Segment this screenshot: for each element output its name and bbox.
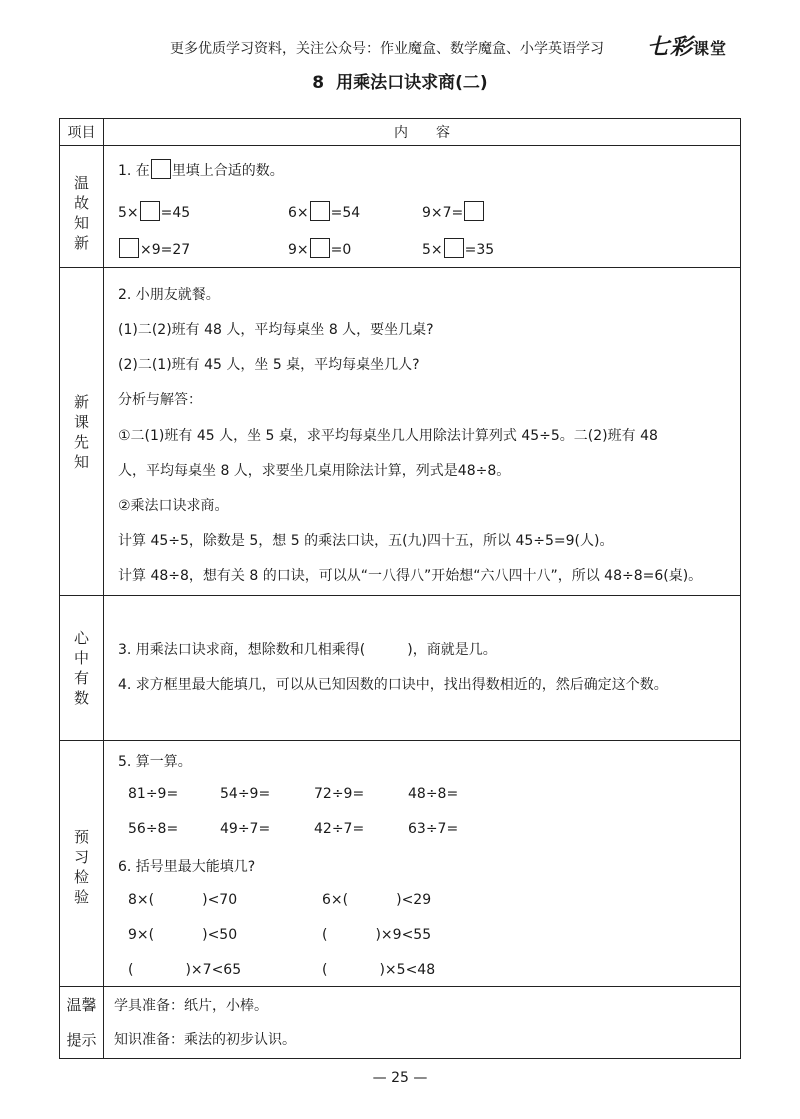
calc-item: 63÷7= bbox=[408, 821, 459, 837]
logo-main: 七彩 bbox=[647, 34, 694, 60]
title-text: 用乘法口诀求商(二) bbox=[336, 73, 488, 93]
question-5: 5. 算一算。 bbox=[118, 754, 192, 770]
answer-box[interactable] bbox=[310, 238, 330, 258]
analysis-line: 计算 48÷8，想有关 8 的口诀，可以从“一八得八”开始想“六八四十八”，所以 48÷8=6(桌)。 bbox=[118, 568, 703, 584]
question-6: 6. 括号里最大能填几? bbox=[118, 859, 256, 875]
eq-1: 5× =45 bbox=[118, 203, 190, 223]
calc-item: 56÷8= bbox=[128, 821, 179, 837]
eq-5: 9× =0 bbox=[288, 240, 351, 260]
question-1: 1. 在 里填上合适的数。 bbox=[118, 160, 284, 181]
calc-item: 81÷9= bbox=[128, 786, 179, 802]
paren-item: 8×( )<70 bbox=[128, 892, 238, 908]
tips-line-1: 学具准备：纸片，小棒。 bbox=[104, 987, 741, 1023]
answer-box[interactable] bbox=[444, 238, 464, 258]
eq-6: 5× =35 bbox=[422, 240, 494, 260]
paren-item: 9×( )<50 bbox=[128, 927, 238, 943]
tips-line-2: 知识准备：乘法的初步认识。 bbox=[104, 1023, 741, 1059]
question-3: 3. 用乘法口诀求商，想除数和几相乘得( )，商就是几。 bbox=[118, 642, 497, 658]
question-2-part-1: (1)二(2)班有 48 人，平均每桌坐 8 人，要坐几桌? bbox=[118, 322, 434, 338]
analysis-line: ②乘法口诀求商。 bbox=[118, 498, 229, 514]
paren-item: ( )×7<65 bbox=[128, 962, 242, 978]
answer-box[interactable] bbox=[140, 201, 160, 221]
calc-item: 54÷9= bbox=[220, 786, 271, 802]
calc-item: 48÷8= bbox=[408, 786, 459, 802]
paren-item: ( )×5<48 bbox=[322, 962, 436, 978]
section-label-check: 预 习 检 验 bbox=[60, 741, 104, 987]
title-number: 8 bbox=[312, 73, 325, 93]
eq-4: ×9=27 bbox=[118, 240, 190, 260]
section-label-preview: 新 课 先 知 bbox=[60, 268, 104, 596]
header-col2: 内 容 bbox=[104, 119, 741, 146]
question-2-part-2: (2)二(1)班有 45 人，坐 5 桌，平均每桌坐几人? bbox=[118, 357, 420, 373]
eq-3: 9×7= bbox=[422, 203, 485, 223]
analysis-line: 人，平均每桌坐 8 人，求要坐几桌用除法计算，列式是48÷8。 bbox=[118, 463, 511, 479]
tips-label-1: 温馨 bbox=[60, 987, 104, 1023]
tips-label-2: 提示 bbox=[60, 1023, 104, 1059]
calc-item: 42÷7= bbox=[314, 821, 365, 837]
answer-box[interactable] bbox=[151, 159, 171, 179]
question-2: 2. 小朋友就餐。 bbox=[118, 287, 220, 303]
section-preview bbox=[104, 268, 741, 596]
page-number: — 25 — bbox=[372, 1070, 428, 1086]
analysis-line: 计算 45÷5，除数是 5，想 5 的乘法口诀，五(九)四十五，所以 45÷5=9(人)。 bbox=[118, 533, 614, 549]
section-label-mind: 心 中 有 数 bbox=[60, 596, 104, 741]
section-check bbox=[104, 741, 741, 987]
eq-2: 6× =54 bbox=[288, 203, 360, 223]
analysis-heading: 分析与解答： bbox=[118, 392, 202, 408]
question-4: 4. 求方框里最大能填几，可以从已知因数的口诀中，找出得数相近的，然后确定这个数。 bbox=[118, 677, 668, 693]
calc-item: 72÷9= bbox=[314, 786, 365, 802]
logo bbox=[647, 30, 727, 61]
answer-box[interactable] bbox=[464, 201, 484, 221]
header-note: 更多优质学习资料，关注公众号：作业魔盒、数学魔盒、小学英语学习 bbox=[170, 41, 604, 57]
section-mind bbox=[104, 596, 741, 741]
paren-item: ( )×9<55 bbox=[322, 927, 432, 943]
calc-item: 49÷7= bbox=[220, 821, 271, 837]
section-label-review: 温 故 知 新 bbox=[60, 146, 104, 268]
answer-box[interactable] bbox=[119, 238, 139, 258]
header-col1: 项目 bbox=[60, 119, 104, 146]
page-title bbox=[0, 68, 800, 93]
analysis-line: ①二(1)班有 45 人，坐 5 桌，求平均每桌坐几人用除法计算列式 45÷5。二(2)班有 48 bbox=[118, 428, 658, 444]
section-review bbox=[104, 146, 741, 268]
paren-item: 6×( )<29 bbox=[322, 892, 432, 908]
answer-box[interactable] bbox=[310, 201, 330, 221]
logo-sub: 课堂 bbox=[693, 39, 728, 58]
content-table bbox=[59, 118, 741, 1059]
